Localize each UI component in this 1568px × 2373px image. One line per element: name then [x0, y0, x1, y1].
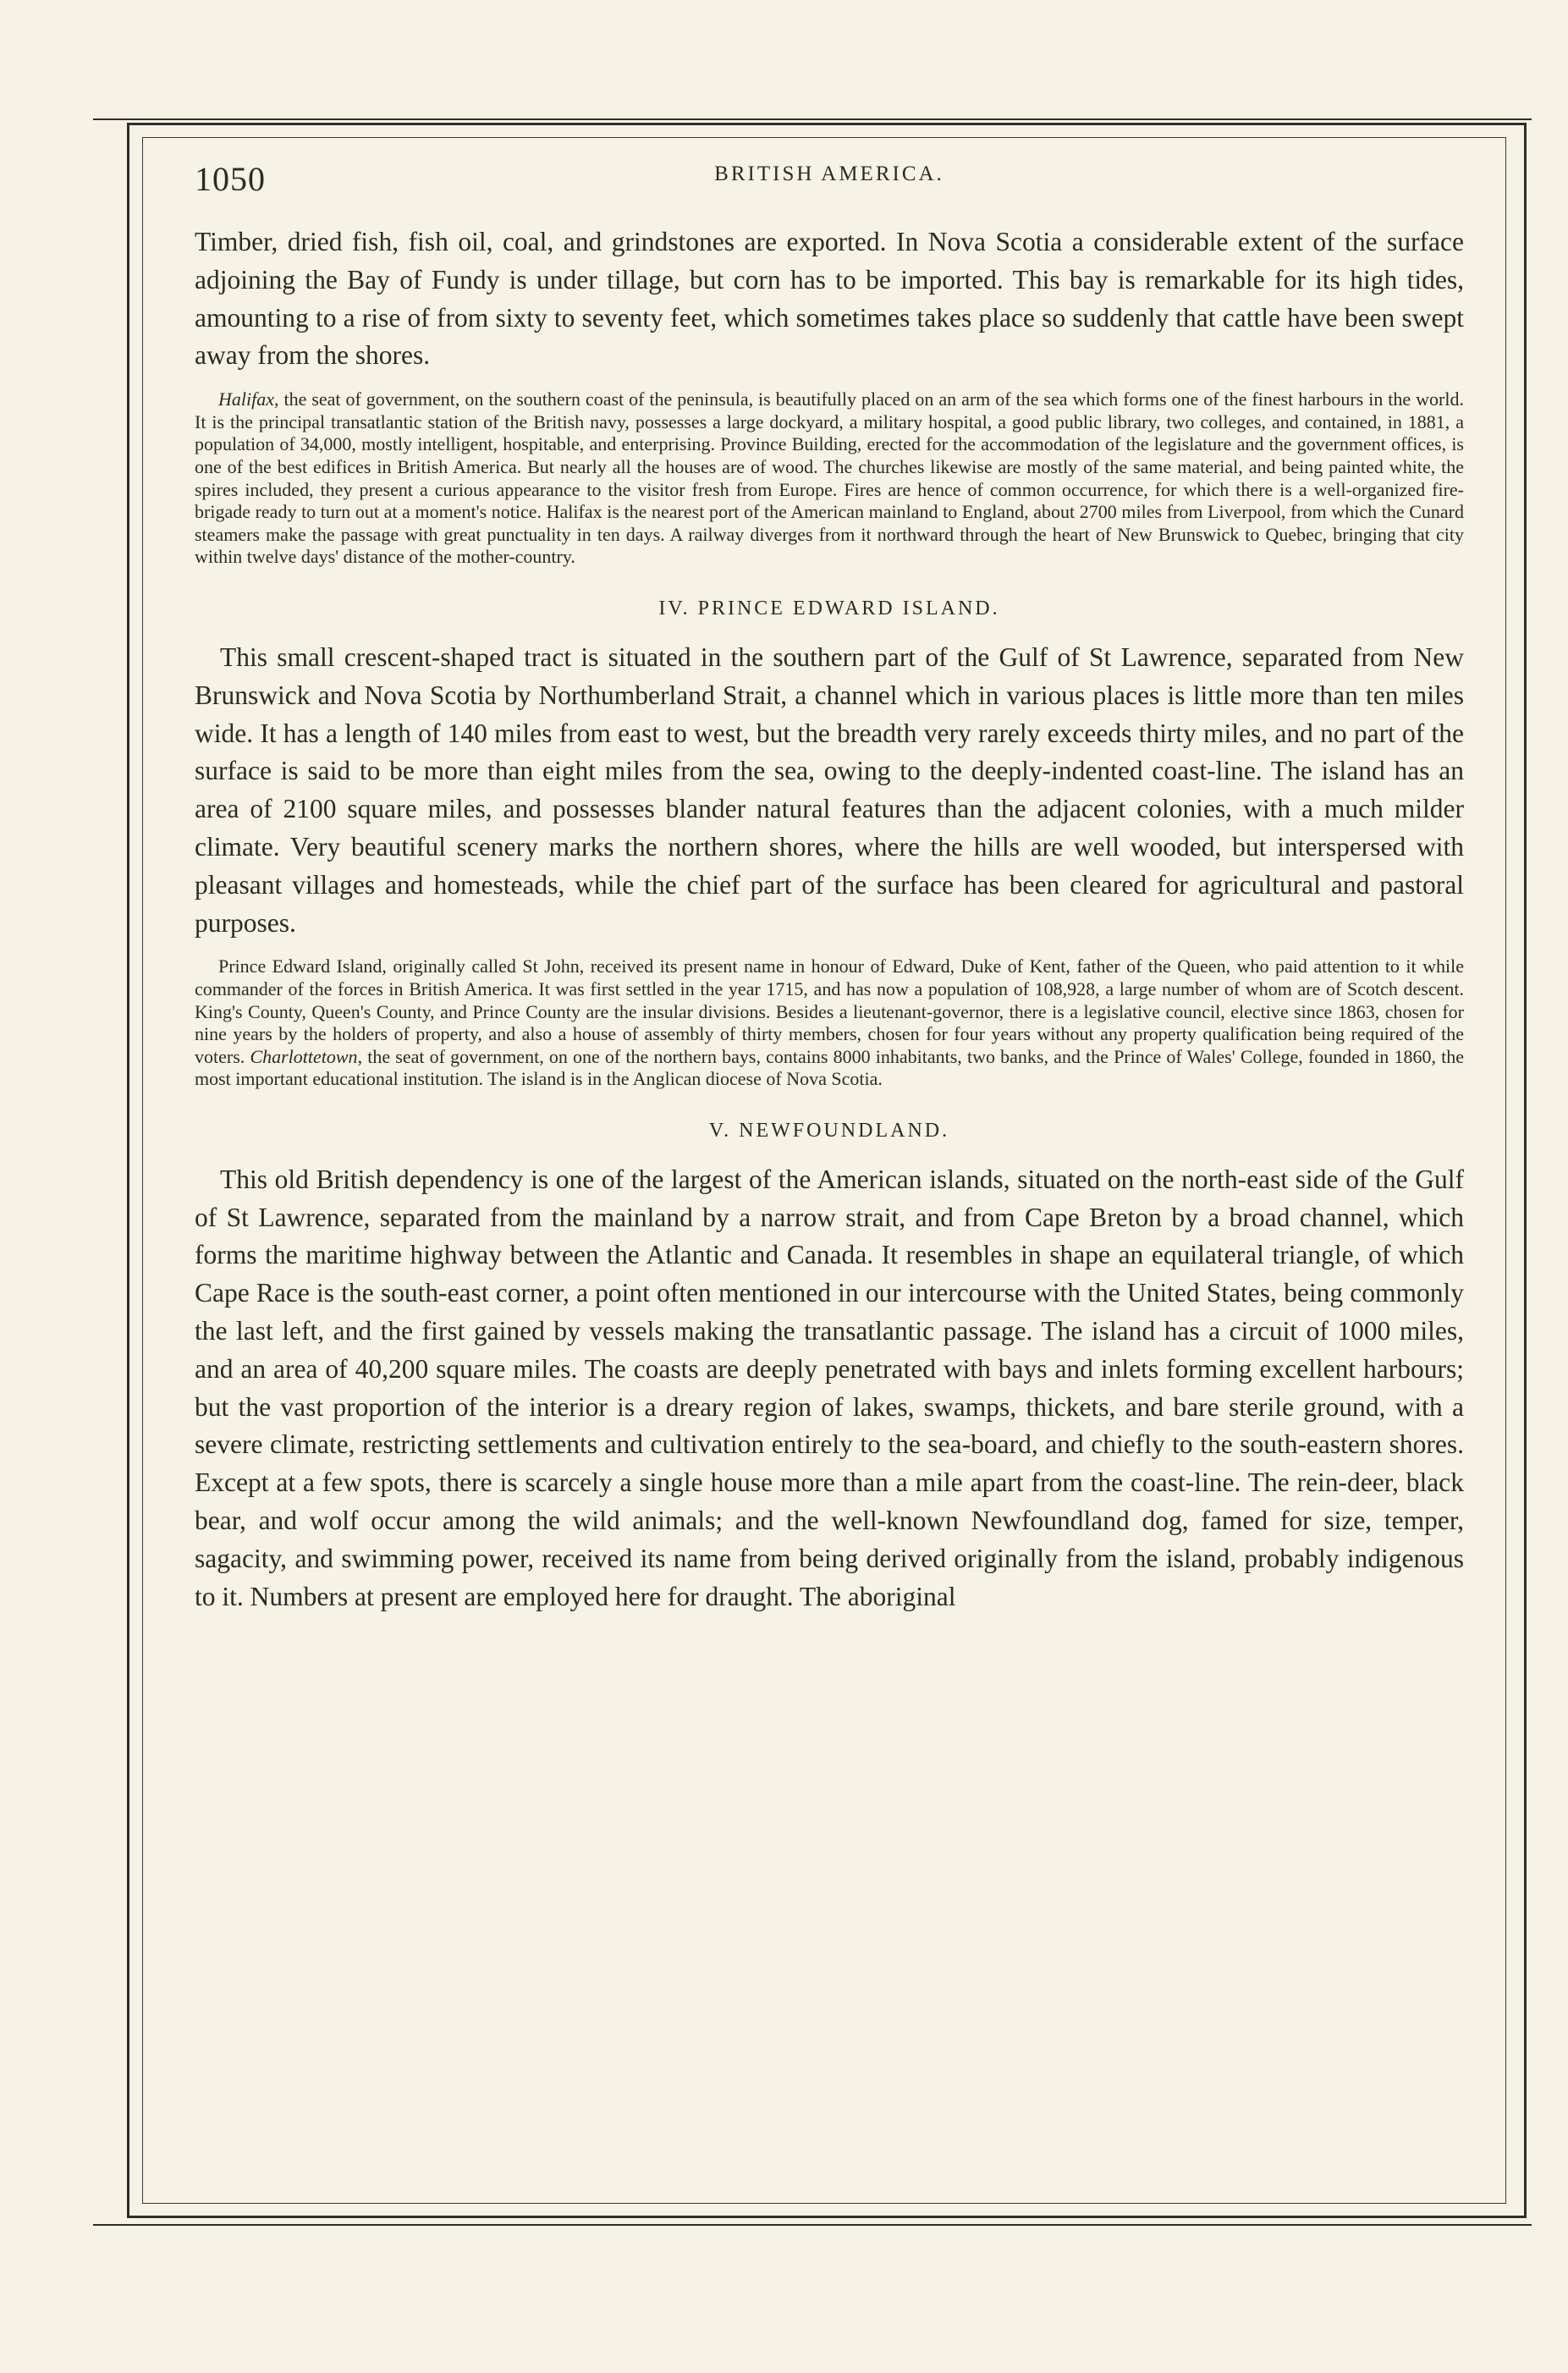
- bottom-rule: [93, 2224, 1532, 2226]
- note-pei-text-2: , the seat of government, on one of the northern bays, contains 8000 inhabitants, two banks, and the Prince of Wales' College, founded in 1860, the most important educational institution. The island is in the Anglican diocese of Nova Scotia.: [195, 1045, 1465, 1090]
- note-halifax: [195, 388, 1464, 569]
- note-halifax-text: , the seat of government, on the southern coast of the peninsula, is beautifully placed on an arm of the sea which forms one of the finest harbours in the world. It is the principal transatlantic station of the British navy, possesses a large dockyard, a military hospital, a good public library, two colleges, and contained, in 1881, a population of 34,000, mostly intelligent, hospitable, and enterprising. Province Building, erected for the accommodation of the legislature and the government offices, is one of the best edifices in British America. But nearly all the houses are of wood. The churches likewise are mostly of the same material, and being painted white, the spires included, they present a curious appearance to the visitor fresh from Europe. Fires are hence of common occurrence, for which there is a well-organized fire-brigade ready to turn out at a moment's notice. Halifax is the nearest port of the American mainland to England, about 2700 miles from Liverpool, from which the Cunard steamers make the passage with great punctuality in ten days. A railway diverges from it northward through the heart of New Brunswick to Quebec, bringing that city within twelve days' distance of the mother-country.: [195, 388, 1464, 568]
- paragraph-newfoundland: This old British dependency is one of the largest of the American islands, situated on the north-east side of the Gulf of St Lawrence, separated from the mainland by a narrow strait, and from Cape Breton by a broad channel, which forms the maritime highway between the Atlantic and Canada. It resembles in shape an equilateral triangle, of which Cape Race is the south-east corner, a point often mentioned in our intercourse with the United States, being commonly the last left, and the first gained by vessels making the transatlantic passage. The island has a circuit of 1000 miles, and an area of 40,200 square miles. The coasts are deeply penetrated with bays and inlets forming excellent harbours; but the vast proportion of the interior is a dreary region of lakes, swamps, thickets, and bare sterile ground, with a severe climate, restricting settlements and cultivation entirely to the sea-board, and chiefly to the south-eastern shores. Except at a few spots, there is scarcely a single house more than a mile apart from the coast-line. The rein-deer, black bear, and wolf occur among the wild animals; and the well-known Newfoundland dog, famed for size, temper, sagacity, and swimming power, received its name from being derived originally from the island, probably indigenous to it. Numbers at present are employed here for draught. The aboriginal: [195, 1164, 1464, 1611]
- place-name-halifax: Halifax: [218, 388, 274, 410]
- paragraph-nova-scotia: Timber, dried fish, fish oil, coal, and grindstones are exported. In Nova Scotia a considerable extent of the surface adjoining the Bay of Fundy is under tillage, but corn has to be imported. This bay is remarkable for its high tides, amounting to a rise of from sixty to seventy feet, which sometimes takes place so suddenly that cattle have been swept away from the shores.: [195, 227, 1464, 371]
- note-prince-edward-island: [195, 955, 1464, 1091]
- section-heading-prince-edward-island: IV. PRINCE EDWARD ISLAND.: [658, 597, 1000, 619]
- page-header: [195, 152, 1464, 212]
- note-pei-text-1: Prince Edward Island, originally called St John, received its present name in honour of Edward, Duke of Kent, father of the Queen, who paid attention to it while commander of the forces in British America. It was first settled in the year 1715, and has now a population of 108,928, a large number of whom are of Scotch descent. King's County, Queen's County, and Prince County are the insular divisions. Besides a lieutenant-governor, there is a legislative council, elective since 1863, chosen for nine years by the holders of property, and also a house of assembly of thirty members, chosen for four years without any property qualification being required of the voters.: [195, 955, 1464, 1067]
- page-number: 1050: [195, 160, 266, 198]
- place-name-charlottetown: Charlottetown: [250, 1045, 358, 1067]
- page-content: [195, 152, 1464, 1616]
- running-head: BRITISH AMERICA.: [714, 162, 944, 185]
- paragraph-prince-edward-island: This small crescent-shaped tract is situated in the southern part of the Gulf of St Lawrence, separated from New Brunswick and Nova Scotia by Northumberland Strait, a channel which in various places is little more than ten miles wide. It has a length of 140 miles from east to west, but the breadth very rarely exceeds thirty miles, and no part of the surface is said to be more than eight miles from the sea, owing to the deeply-indented coast-line. The island has an area of 2100 square miles, and possesses blander natural features than the adjacent colonies, with a much milder climate. Very beautiful scenery marks the northern shores, where the hills are well wooded, but interspersed with pleasant villages and homesteads, while the chief part of the surface has been cleared for agricultural and pastoral purposes.: [195, 641, 1464, 938]
- section-heading-newfoundland: V. NEWFOUNDLAND.: [708, 1119, 950, 1142]
- top-rule: [93, 118, 1532, 120]
